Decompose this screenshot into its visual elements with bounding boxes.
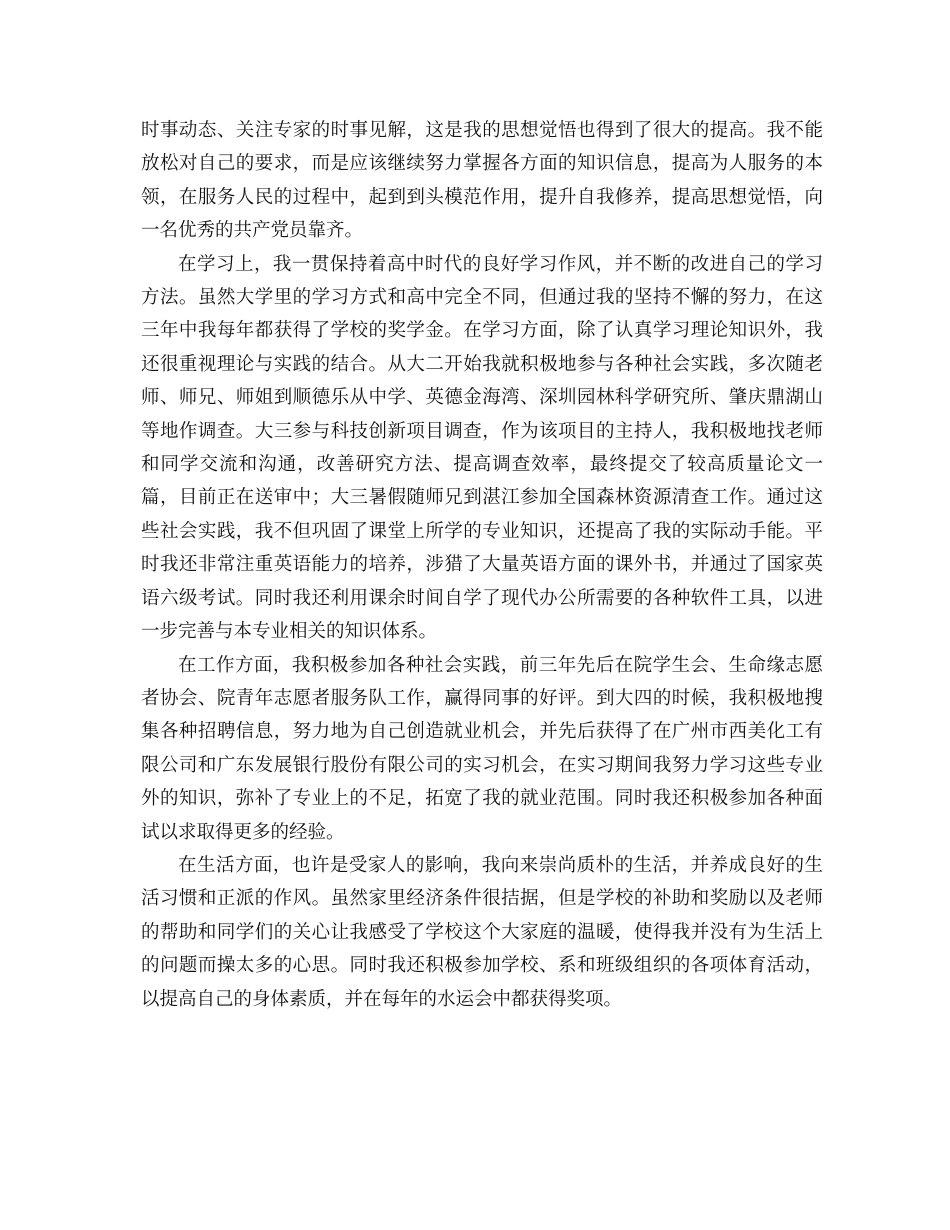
paragraph-work: 在工作方面，我积极参加各种社会实践，前三年先后在院学生会、生命缘志愿者协会、院青年志愿者服务队工作，赢得同事的好评。到大四的时候，我积极地搜集各种招聘信息，努力地为自己创造就业机会，并先后获得了在广州市西美化工有限公司和广东发展银行股份有限公司的实习机会，在实习期间我努力学习这些专业外的知识，弥补了专业上的不足，拓宽了我的就业范围。同时我还积极参加各种面试以求取得更多的经验。 — [141, 654, 823, 843]
paragraph-life: 在生活方面，也许是受家人的影响，我向来崇尚质朴的生活，并养成良好的生活习惯和正派的作风。虽然家里经济条件很拮据，但是学校的补助和奖励以及老师的帮助和同学们的关心让我感受了学校这个大家庭的温暖，使得我并没有为生活上的问题而操太多的心思。同时我还积极参加学校、系和班级组织的各项体育活动，以提高自己的身体素质，并在每年的水运会中都获得奖项。 — [141, 854, 823, 1010]
document-body — [141, 114, 823, 1016]
paragraph-continuation: 时事动态、关注专家的时事见解，这是我的思想觉悟也得到了很大的提高。我不能放松对自己的要求，而是应该继续努力掌握各方面的知识信息，提高为人服务的本领，在服务人民的过程中，起到到头模范作用，提升自我修养，提高思想觉悟，向一名优秀的共产党员靠齐。 — [141, 120, 823, 242]
paragraph-study: 在学习上，我一贯保持着高中时代的良好学习作风，并不断的改进自己的学习方法。虽然大学里的学习方式和高中完全不同，但通过我的坚持不懈的努力，在这三年中我每年都获得了学校的奖学金。在学习方面，除了认真学习理论知识外，我还很重视理论与实践的结合。从大二开始我就积极地参与各种社会实践，多次随老师、师兄、师姐到顺德乐从中学、英德金海湾、深圳园林科学研究所、肇庆鼎湖山等地作调查。大三参与科技创新项目调查，作为该项目的主持人，我积极地找老师和同学交流和沟通，改善研究方法、提高调查效率，最终提交了较高质量论文一篇，目前正在送审中；大三暑假随师兄到湛江参加全国森林资源清查工作。通过这些社会实践，我不但巩固了课堂上所学的专业知识，还提高了我的实际动手能。平时我还非常注重英语能力的培养，涉猎了大量英语方面的课外书，并通过了国家英语六级考试。同时我还利用课余时间自学了现代办公所需要的各种软件工具，以进一步完善与本专业相关的知识体系。 — [141, 253, 823, 643]
